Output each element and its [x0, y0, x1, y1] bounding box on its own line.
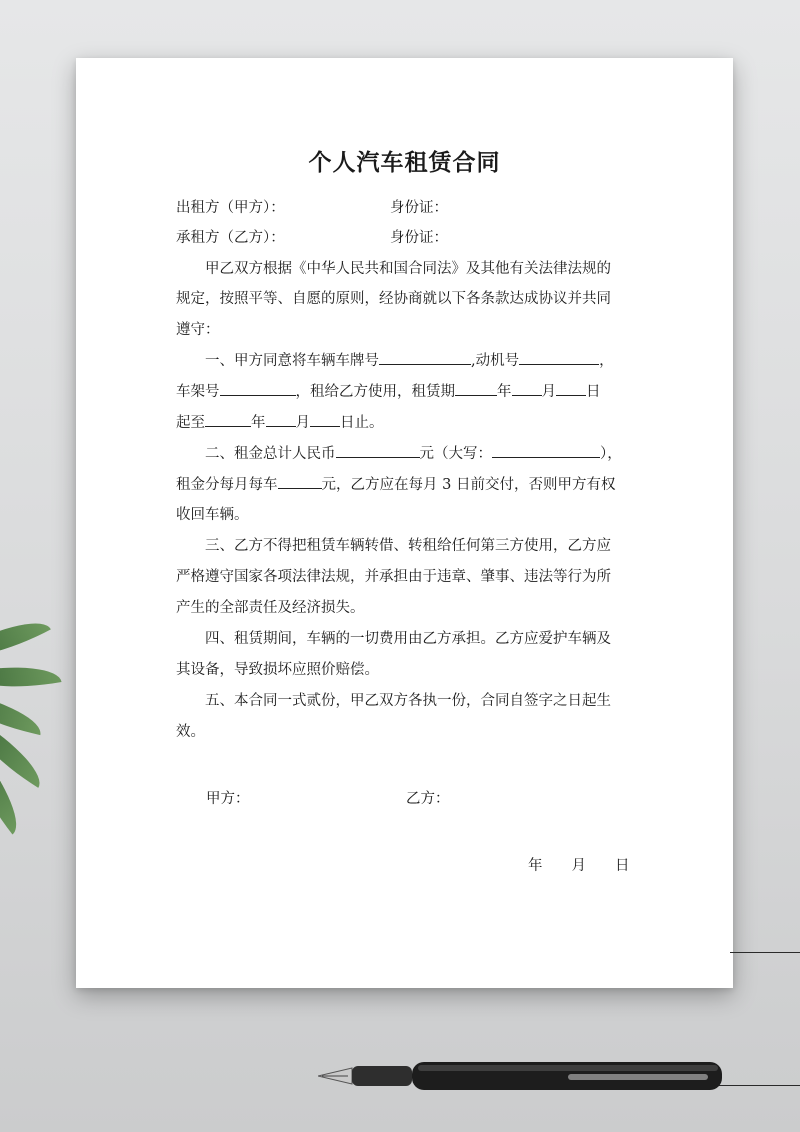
clause-text: ，租给乙方使用，租赁期	[295, 384, 455, 400]
end-year-blank[interactable]	[205, 412, 251, 427]
clause-text: ），	[600, 446, 622, 462]
clause-text: 日	[586, 384, 601, 400]
start-month-blank[interactable]	[512, 381, 542, 396]
clause-text: 一、甲方同意将车辆车牌号	[205, 353, 379, 369]
start-year-blank[interactable]	[455, 381, 497, 396]
engine-number-blank[interactable]	[519, 350, 599, 365]
clause-2-line: 收回车辆。	[176, 507, 249, 523]
party-a-signature-label: 甲方：	[206, 791, 250, 807]
preamble-line: 规定，按照平等、自愿的原则，经协商就以下各条款达成协议并共同	[176, 291, 611, 307]
clause-2-line	[176, 474, 632, 495]
start-day-blank[interactable]	[556, 381, 586, 396]
clause-text: 二、租金总计人民币	[205, 446, 336, 462]
clause-text: 月	[541, 384, 556, 400]
clause-5-line: 效。	[176, 724, 205, 740]
lessee-id-label: 身份证：	[390, 230, 448, 246]
monthly-rent-blank[interactable]	[278, 474, 322, 489]
clause-text: 年	[251, 415, 266, 431]
lessor-label: 出租方（甲方）：	[176, 200, 285, 216]
clause-text: 元，乙方应在每月 3 日前交付，否则甲方有权	[321, 477, 616, 493]
date-line: 年 月 日	[528, 858, 630, 874]
vin-blank[interactable]	[220, 381, 296, 396]
clause-1-line	[176, 412, 632, 433]
clause-text: ,动机号	[471, 353, 520, 369]
party-b-signature-label: 乙方：	[406, 791, 450, 807]
rent-total-blank[interactable]	[336, 443, 420, 458]
clause-text: 租金分每月每车	[176, 477, 278, 493]
receipt-top-line	[730, 952, 800, 953]
clause-text: 年	[497, 384, 512, 400]
document-title: 个人汽车租赁合同	[308, 149, 501, 176]
clause-1-line	[176, 381, 632, 402]
end-month-blank[interactable]	[266, 412, 296, 427]
preamble-line: 甲乙双方根据《中华人民共和国合同法》及其他有关法律法规的	[205, 261, 611, 277]
clause-text: 月	[295, 415, 310, 431]
clause-4-line: 四、租赁期间，车辆的一切费用由乙方承担。乙方应爱护车辆及	[205, 631, 611, 647]
fountain-pen-icon	[318, 1052, 730, 1096]
lessee-row	[176, 228, 632, 248]
clause-3-line: 严格遵守国家各项法律法规，并承担由于违章、肇事、违法等行为所	[176, 569, 611, 585]
lessor-id-label: 身份证：	[390, 200, 448, 216]
end-day-blank[interactable]	[310, 412, 340, 427]
plate-number-blank[interactable]	[379, 350, 471, 365]
clause-1-line	[176, 350, 661, 371]
clause-text: 元（大写：	[419, 446, 492, 462]
clause-text: 车架号	[176, 384, 220, 400]
clause-text: ，	[599, 353, 614, 369]
lessor-row	[176, 198, 632, 218]
lessee-label: 承租方（乙方）：	[176, 230, 285, 246]
preamble-line: 遵守：	[176, 322, 220, 338]
clause-text: 起至	[176, 415, 205, 431]
clause-text: 日止。	[340, 415, 384, 431]
clause-3-line: 三、乙方不得把租赁车辆转借、转租给任何第三方使用，乙方应	[205, 538, 611, 554]
clause-5-line: 五、本合同一式贰份，甲乙双方各执一份，合同自签字之日起生	[205, 693, 611, 709]
clause-3-line: 产生的全部责任及经济损失。	[176, 600, 365, 616]
rent-total-words-blank[interactable]	[492, 443, 600, 458]
clause-4-line: 其设备，导致损坏应照价赔偿。	[176, 662, 379, 678]
clause-2-line	[176, 443, 661, 464]
contract-paper	[76, 58, 733, 988]
